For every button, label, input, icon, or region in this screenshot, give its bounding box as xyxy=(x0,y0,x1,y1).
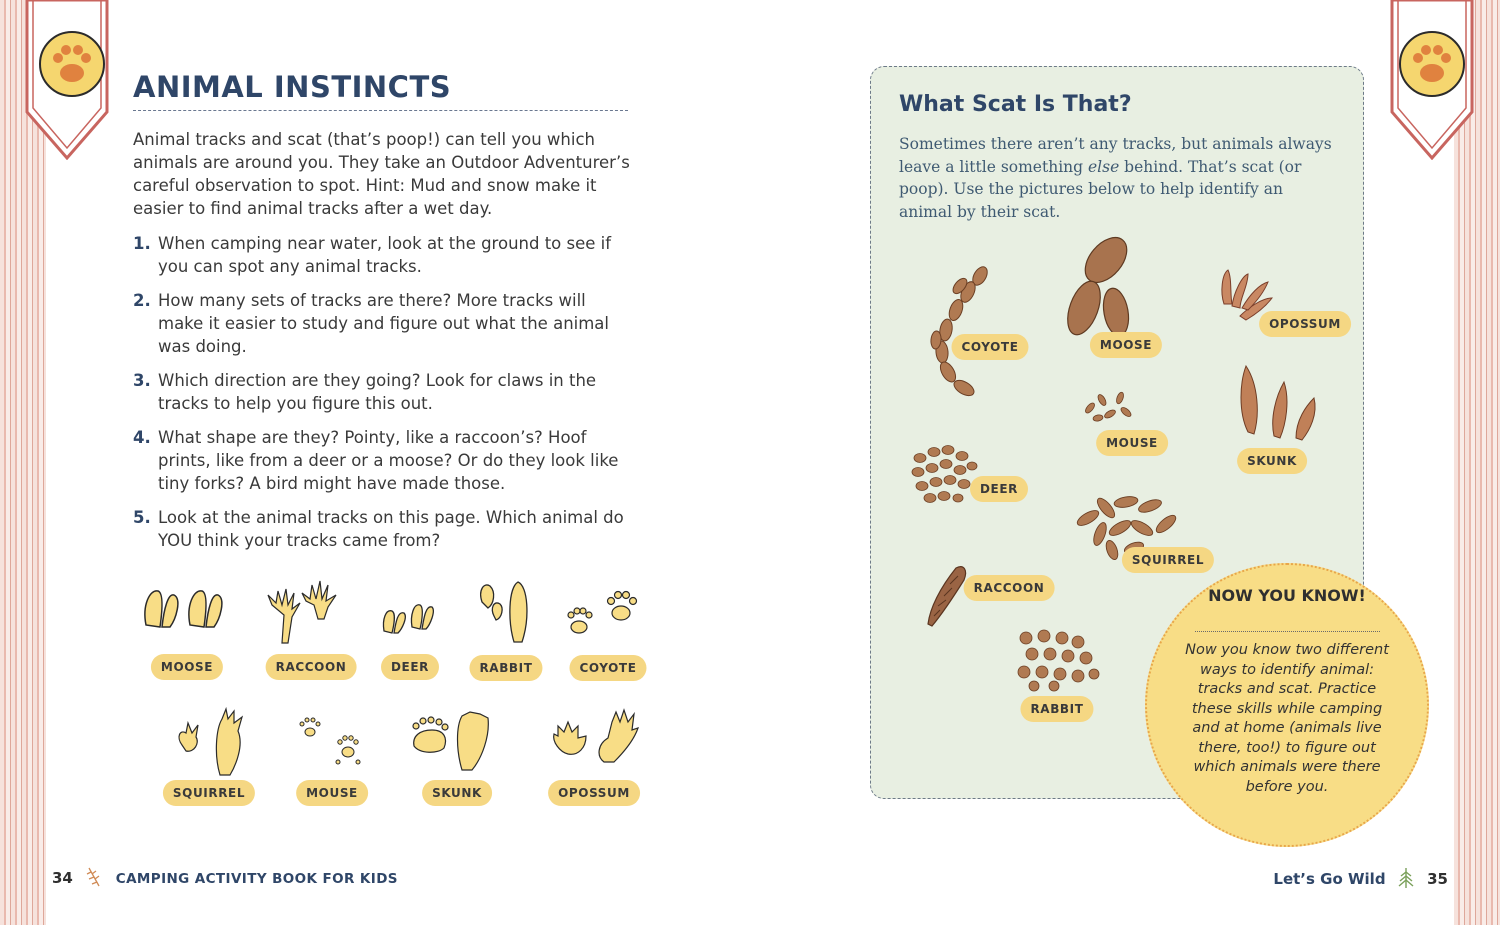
scat-intro-text: Sometimes there aren’t any tracks, but animals always leave a little something xyxy=(899,135,1332,176)
scat-label-coyote: COYOTE xyxy=(951,334,1028,360)
scat-label-squirrel: SQUIRREL xyxy=(1122,547,1214,573)
track-label-mouse: MOUSE xyxy=(296,780,368,806)
coyote-track-icon xyxy=(563,585,645,643)
steps-list xyxy=(133,232,633,563)
step-number: 4. xyxy=(133,428,151,447)
track-label-opossum: OPOSSUM xyxy=(548,780,640,806)
left-page-number: 34 xyxy=(52,869,73,887)
coyote-scat-icon xyxy=(922,262,994,402)
scat-label-skunk: SKUNK xyxy=(1237,448,1307,474)
opossum-track-icon xyxy=(548,702,640,770)
right-ribbon-paw-badge-icon xyxy=(1390,0,1474,160)
rabbit-scat-icon xyxy=(1014,626,1102,692)
deer-scat-icon xyxy=(908,440,980,506)
step-item xyxy=(133,506,633,552)
deer-track-icon xyxy=(380,597,440,637)
track-label-coyote: COYOTE xyxy=(569,655,646,681)
title-divider xyxy=(133,110,628,111)
scat-label-mouse: MOUSE xyxy=(1096,430,1168,456)
step-item xyxy=(133,232,633,278)
rabbit-track-icon xyxy=(476,578,536,646)
raccoon-scat-icon xyxy=(920,560,972,630)
scat-intro xyxy=(899,133,1339,223)
mouse-scat-icon xyxy=(1080,388,1136,424)
raccoon-track-icon xyxy=(262,575,344,647)
mouse-track-icon xyxy=(292,712,372,770)
left-footer xyxy=(52,866,398,888)
now-you-know-text: Now you know two different ways to identify animal: tracks and scat. Practice these skills while camping and at home (animals live there, too!) to figure out which animals were there before you. xyxy=(1185,642,1389,795)
step-number: 1. xyxy=(133,234,151,253)
right-page-number: 35 xyxy=(1427,870,1448,888)
step-text: How many sets of tracks are there? More tracks will make it easier to study and figure out what the animal was doing. xyxy=(158,291,610,356)
pine-tree-icon xyxy=(1396,866,1416,890)
step-text: What shape are they? Pointy, like a raccoon’s? Hoof prints, like from a deer or a moose? Or do they look like tiny forks? A bird might have made those. xyxy=(158,428,619,493)
step-text: Which direction are they going? Look for claws in the tracks to help you figure this out. xyxy=(158,371,597,413)
scat-label-raccoon: RACCOON xyxy=(964,575,1055,601)
scat-label-deer: DEER xyxy=(970,476,1028,502)
book-title: CAMPING ACTIVITY BOOK FOR KIDS xyxy=(115,871,398,887)
section-title: Let’s Go Wild xyxy=(1273,870,1386,888)
fern-icon xyxy=(83,866,105,888)
page-title: ANIMAL INSTINCTS xyxy=(133,70,452,104)
now-you-know-divider xyxy=(1195,631,1380,632)
scat-label-moose: MOOSE xyxy=(1090,332,1162,358)
step-item xyxy=(133,426,633,495)
intro-paragraph: Animal tracks and scat (that’s poop!) can tell you which animals are around you. They take an Outdoor Adventurer’s careful observation to spot. Hint: Mud and snow make it easier to find animal tracks after a wet day. xyxy=(133,130,630,218)
track-label-squirrel: SQUIRREL xyxy=(163,780,255,806)
track-label-raccoon: RACCOON xyxy=(266,654,357,680)
squirrel-track-icon xyxy=(170,705,252,777)
step-number: 5. xyxy=(133,508,151,527)
step-number: 2. xyxy=(133,291,151,310)
scat-title: What Scat Is That? xyxy=(899,92,1132,117)
scat-intro-emphasis: else xyxy=(1087,157,1120,176)
skunk-scat-icon xyxy=(1234,362,1322,442)
left-ribbon-paw-badge-icon xyxy=(25,0,109,160)
scat-label-rabbit: RABBIT xyxy=(1020,696,1093,722)
right-footer xyxy=(1273,866,1448,890)
track-label-deer: DEER xyxy=(381,654,439,680)
step-text: When camping near water, look at the ground to see if you can spot any animal tracks. xyxy=(158,234,612,276)
step-text: Look at the animal tracks on this page. Which animal do YOU think your tracks came from? xyxy=(158,508,624,550)
now-you-know-title: NOW YOU KNOW! xyxy=(1208,586,1366,605)
skunk-track-icon xyxy=(408,708,492,774)
scat-intro-text-end: behind. That’s scat (or poop). Use the pictures below to help identify an animal by their scat. xyxy=(899,157,1302,221)
step-item xyxy=(133,369,633,415)
step-item xyxy=(133,289,633,358)
moose-scat-icon xyxy=(1060,236,1138,342)
track-label-moose: MOOSE xyxy=(151,654,223,680)
track-label-skunk: SKUNK xyxy=(422,780,492,806)
step-number: 3. xyxy=(133,371,151,390)
moose-track-icon xyxy=(140,585,230,633)
scat-label-opossum: OPOSSUM xyxy=(1259,311,1351,337)
track-label-rabbit: RABBIT xyxy=(469,655,542,681)
